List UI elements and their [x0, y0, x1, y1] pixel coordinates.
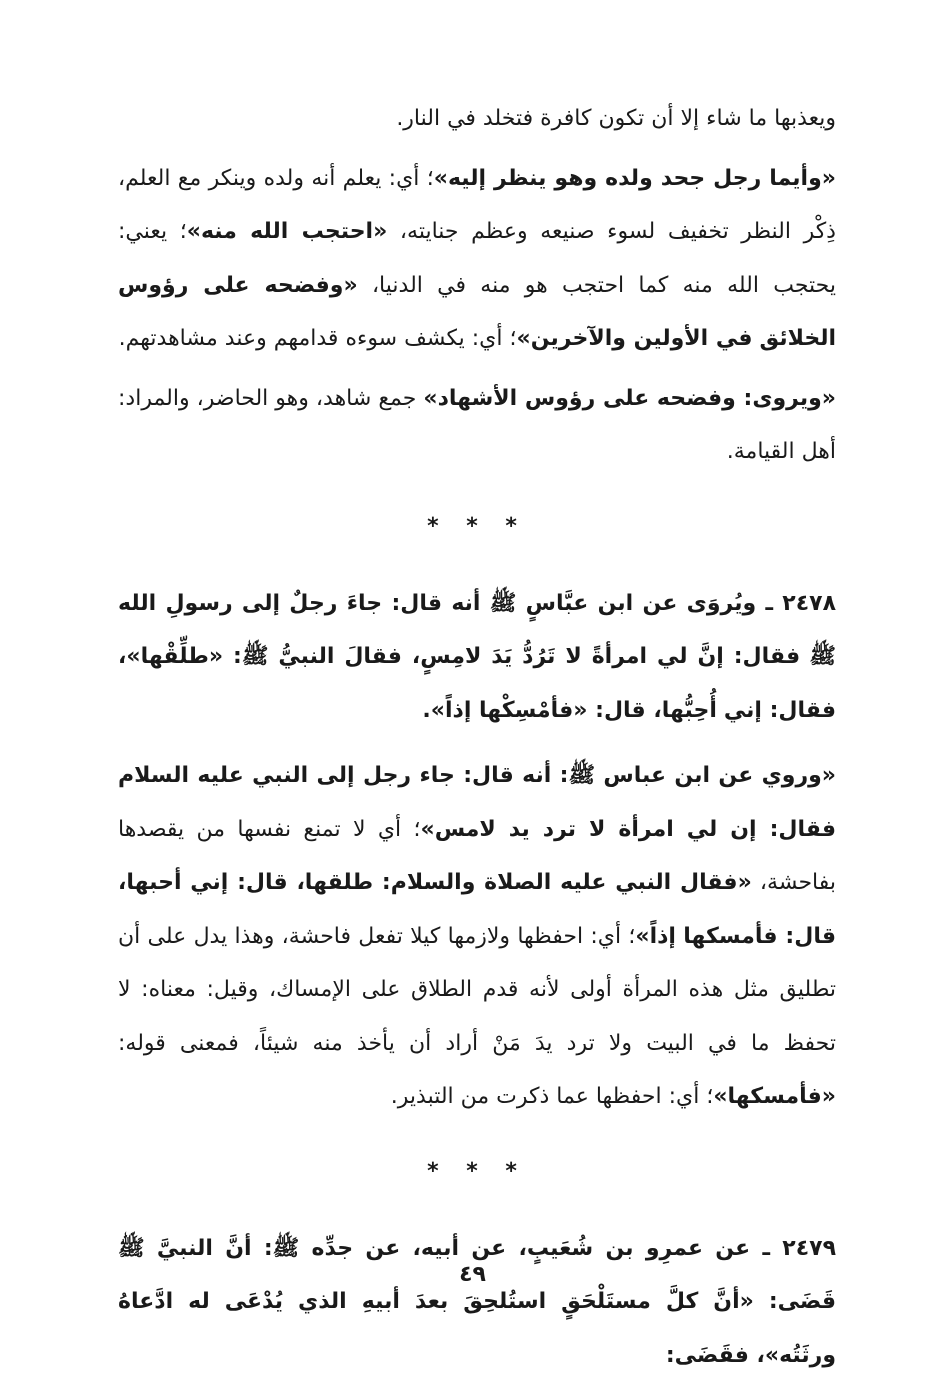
- commentary-text: جمع شاهد، وهو الحاضر،: [197, 386, 424, 411]
- commentary-text: ؛ أي: يكشف سوءه قدامهم وعند مشاهدتهم.: [119, 326, 517, 351]
- commentary-paragraph-3: [118, 372, 836, 479]
- section-separator: * * *: [118, 507, 836, 547]
- commentary-text: ؛ أي: يعلم أنه ولده وينكر مع: [178, 166, 434, 191]
- hadith-text: فقال: إنَّ لي امرأةً لا تَرُدُّ يَدَ لامِسٍ، فقالَ النبيُّ ﷺ: «طلِّقْها»، فقال: إني: [118, 644, 836, 723]
- commentary-text: احفظها عما ذكرت من التبذير.: [391, 1084, 662, 1109]
- commentary-text: ؛ أي لا تمنع نفسها من يقصدها بفاحشة،: [118, 817, 836, 896]
- quoted-hadith-text: في الأولين والآخرين»: [517, 326, 753, 351]
- page-body: [118, 92, 836, 1382]
- hadith-2479: [118, 1222, 836, 1382]
- hadith-text: أُحِبُّها، قال: «فأمْسِكْها إذاً».: [422, 698, 716, 723]
- section-separator: * * *: [118, 1152, 836, 1192]
- quoted-hadith-text: «فقال النبي عليه الصلاة والسلام: طلقها، قال: إني أحبها، قال: فأمسكها: [118, 870, 836, 949]
- commentary-text: والمراد: أهل القيامة.: [118, 386, 836, 465]
- quoted-hadith-text: «وأيما رجل جحد ولده وهو ينظر إليه»: [434, 166, 836, 191]
- hadith-text: ٢٤٧٩ ـ عن عمرِو بن شُعَيبٍ، عن أبيه، عن جدِّه ﷺ: أنَّ النبيَّ ﷺ: [118, 1236, 836, 1261]
- quoted-hadith-text: «وفضحه على رؤوس الخلائق: [118, 273, 836, 352]
- commentary-text: البيت ولا ترد يدَ مَنْ أراد أن يأخذ منه شيئاً، فمعنى قوله:: [118, 1031, 694, 1056]
- hadith-2478: [118, 577, 836, 738]
- text-line: ويعذبها ما شاء إلا أن تكون كافرة فتخلد في النار.: [118, 92, 836, 146]
- commentary-paragraph-2: [118, 152, 836, 366]
- quoted-hadith-text: «ويروى: وفضحه على رؤوس الأشهاد»: [423, 386, 836, 411]
- quoted-hadith-text: فقال: إن لي امرأة لا ترد يد لامس»: [421, 817, 837, 842]
- quoted-hadith-text: «فأمسكها»: [713, 1084, 836, 1109]
- commentary-text: ؛ أي: احفظها ولازمها كيلا تفعل فاحشة، وهذا يدل على أن تطليق مثل: [118, 924, 836, 1003]
- commentary-text: العلم، ذِكْر النظر تخفيف لسوء صنيعه وعظم جنايته،: [118, 166, 836, 245]
- commentary-text: هذه المرأة أولى لأنه قدم الطلاق على الإمساك، وقيل: معناه: لا تحفظ ما في: [118, 977, 836, 1056]
- quoted-hadith-text: «وروي عن ابن عباس ﷺ: أنه قال: جاء رجل إلى النبي عليه السلام: [118, 763, 836, 788]
- hadith-text: ٢٤٧٨ ـ ويُروَى عن ابن عبَّاسٍ ﷺ أنه قال: جاءَ رجلٌ إلى رسولِ الله ﷺ: [118, 591, 836, 670]
- commentary-text: ؛ يعني:: [118, 219, 187, 244]
- commentary-paragraph-1: [118, 92, 836, 146]
- commentary-text: يحتجب الله منه كما احتجب هو منه في الدنيا،: [358, 273, 836, 298]
- page-number: ٤٩: [0, 1262, 945, 1287]
- quoted-hadith-text: إذاً»: [635, 924, 676, 949]
- quoted-hadith-text: «احتجب الله منه»: [187, 219, 388, 244]
- commentary-paragraph-5: [118, 749, 836, 1124]
- hadith-text: قَضَى: «أنَّ كلَّ مستَلْحَقٍ استُلحِقَ بعدَ أبيهِ الذي يُدْعَى له ادَّعاهُ ورثَتُه»، فقَضَى:: [118, 1289, 836, 1368]
- commentary-text: ؛ أي:: [669, 1084, 714, 1109]
